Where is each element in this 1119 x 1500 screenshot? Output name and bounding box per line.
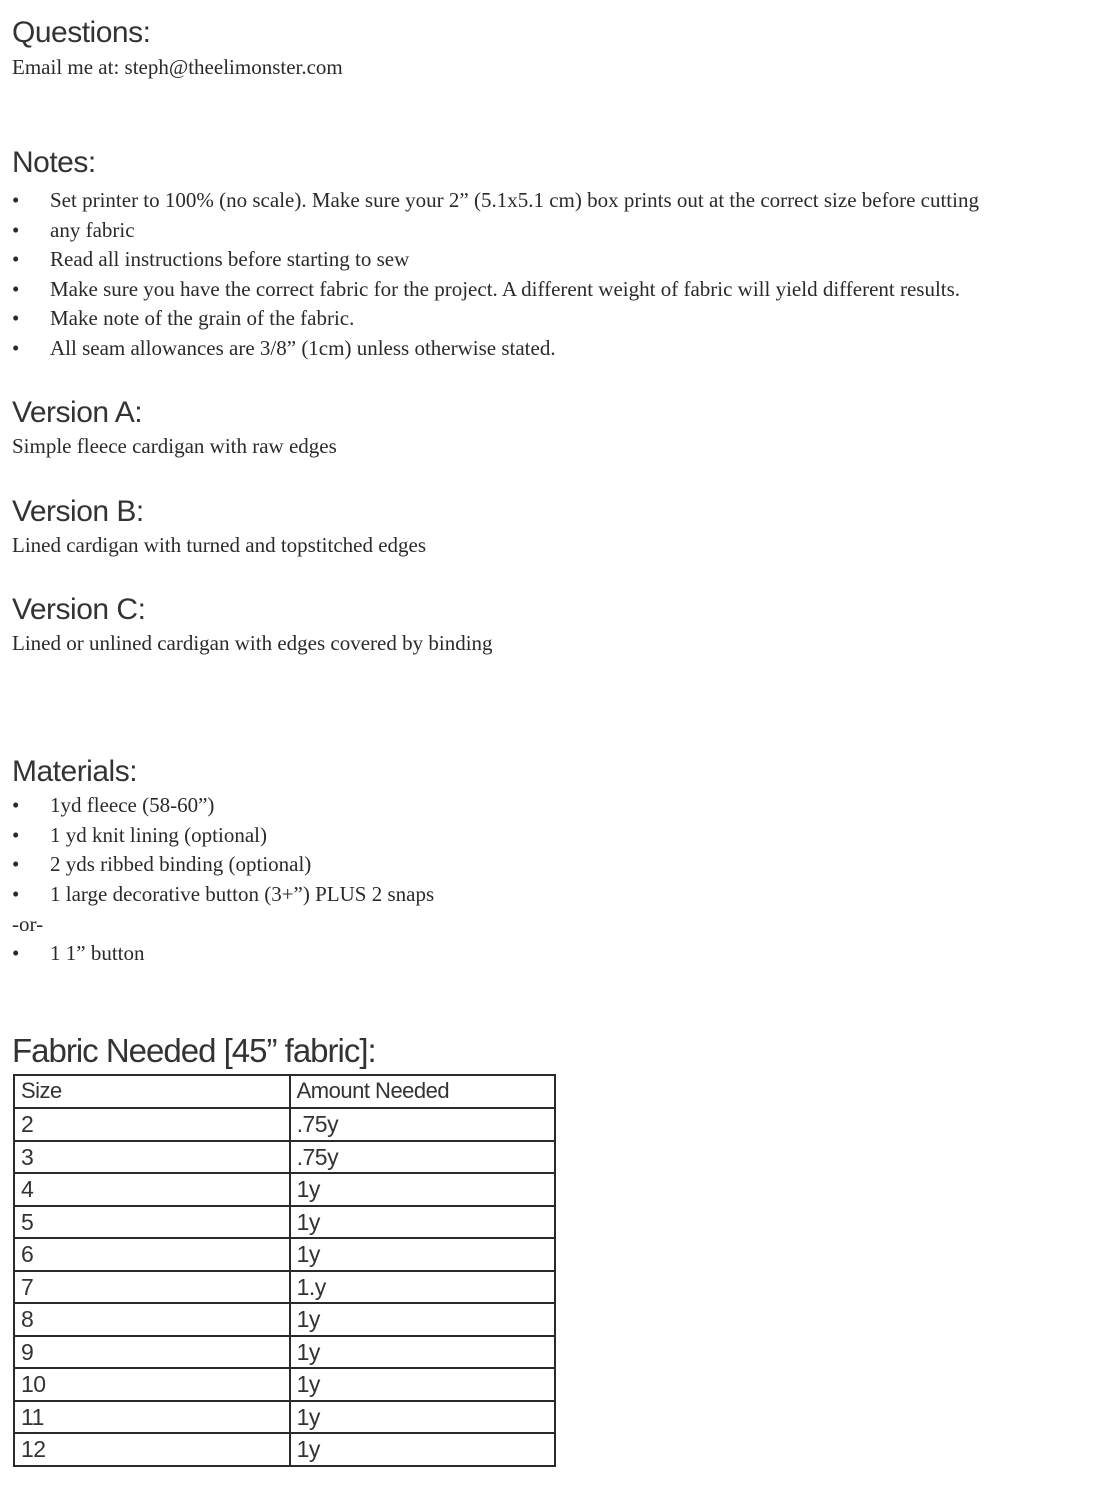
table-row — [14, 1141, 555, 1174]
bullet-icon: • — [12, 335, 20, 360]
size-cell: 8 — [14, 1303, 290, 1336]
note-text: Set printer to 100% (no scale). Make sure your 2” (5.1x5.1 cm) box prints out at the correct size before cutting — [50, 188, 979, 212]
note-text: any fabric — [50, 217, 135, 242]
note-text: Make note of the grain of the fabric. — [50, 306, 355, 331]
materials-alt-list — [12, 939, 145, 969]
materials-heading: Materials: — [12, 755, 138, 788]
bullet-icon: • — [12, 881, 20, 906]
notes-list — [12, 186, 979, 364]
material-text: 1 large decorative button (3+”) PLUS 2 snaps — [50, 881, 435, 906]
column-header-size: Size — [14, 1075, 290, 1108]
list-item — [12, 880, 434, 910]
size-cell: 12 — [14, 1433, 290, 1466]
fabric-needed-heading: Fabric Needed [45” fabric]: — [12, 1032, 376, 1069]
note-text: All seam allowances are 3/8” (1cm) unless otherwise stated. — [50, 335, 556, 360]
material-text: 2 yds ribbed binding (optional) — [50, 852, 312, 877]
note-text: Read all instructions before starting to sew — [50, 247, 410, 272]
list-item — [12, 821, 434, 851]
version-a-heading: Version A: — [12, 396, 143, 429]
notes-heading: Notes: — [12, 146, 96, 179]
table-row — [14, 1173, 555, 1206]
table-row — [14, 1336, 555, 1369]
amount-cell: 1y — [290, 1206, 555, 1239]
bullet-icon: • — [12, 941, 20, 965]
size-cell: 10 — [14, 1368, 290, 1401]
version-b-description: Lined cardigan with turned and topstitched edges — [12, 533, 427, 557]
amount-cell: 1y — [290, 1433, 555, 1466]
materials-list — [12, 791, 434, 909]
amount-cell: 1y — [290, 1303, 555, 1336]
fabric-needed-table — [13, 1074, 556, 1467]
list-item — [12, 245, 979, 275]
table-row — [14, 1271, 555, 1304]
list-item — [12, 791, 434, 821]
size-cell: 7 — [14, 1271, 290, 1304]
size-cell: 11 — [14, 1401, 290, 1434]
size-cell: 2 — [14, 1108, 290, 1141]
bullet-icon: • — [12, 793, 20, 817]
table-row — [14, 1108, 555, 1141]
size-cell: 4 — [14, 1173, 290, 1206]
table-header-row — [14, 1075, 555, 1108]
bullet-icon: • — [12, 306, 20, 331]
list-item — [12, 216, 979, 246]
version-c-heading: Version C: — [12, 593, 146, 626]
amount-cell: .75y — [290, 1108, 555, 1141]
list-item — [12, 275, 979, 305]
table-row — [14, 1433, 555, 1466]
amount-cell: 1y — [290, 1401, 555, 1434]
table-row — [14, 1206, 555, 1239]
email-line: Email me at: steph@theelimonster.com — [12, 55, 343, 79]
version-a-description: Simple fleece cardigan with raw edges — [12, 434, 337, 458]
bullet-icon: • — [12, 188, 20, 212]
amount-cell: 1y — [290, 1238, 555, 1271]
materials-or-separator: -or- — [12, 912, 44, 936]
column-header-amount: Amount Needed — [290, 1075, 555, 1108]
bullet-icon: • — [12, 276, 20, 301]
bullet-icon: • — [12, 217, 20, 242]
size-cell: 9 — [14, 1336, 290, 1369]
version-b-heading: Version B: — [12, 495, 144, 528]
list-item — [12, 304, 979, 334]
material-text: 1 yd knit lining (optional) — [50, 822, 267, 847]
table-row — [14, 1401, 555, 1434]
bullet-icon: • — [12, 247, 20, 272]
list-item — [12, 186, 979, 216]
amount-cell: 1y — [290, 1368, 555, 1401]
questions-heading: Questions: — [12, 16, 151, 49]
amount-cell: 1y — [290, 1173, 555, 1206]
amount-cell: 1.y — [290, 1271, 555, 1304]
table-row — [14, 1238, 555, 1271]
size-cell: 6 — [14, 1238, 290, 1271]
table-row — [14, 1368, 555, 1401]
bullet-icon: • — [12, 852, 20, 877]
amount-cell: .75y — [290, 1141, 555, 1174]
list-item — [12, 334, 979, 364]
list-item — [12, 850, 434, 880]
bullet-icon: • — [12, 822, 20, 847]
list-item — [12, 939, 145, 969]
material-alt-text: 1 1” button — [50, 941, 145, 965]
version-c-description: Lined or unlined cardigan with edges covered by binding — [12, 631, 493, 655]
note-text: Make sure you have the correct fabric for the project. A different weight of fabric will yield different results. — [50, 276, 961, 301]
size-cell: 3 — [14, 1141, 290, 1174]
material-text: 1yd fleece (58-60”) — [50, 793, 215, 817]
table-row — [14, 1303, 555, 1336]
amount-cell: 1y — [290, 1336, 555, 1369]
size-cell: 5 — [14, 1206, 290, 1239]
